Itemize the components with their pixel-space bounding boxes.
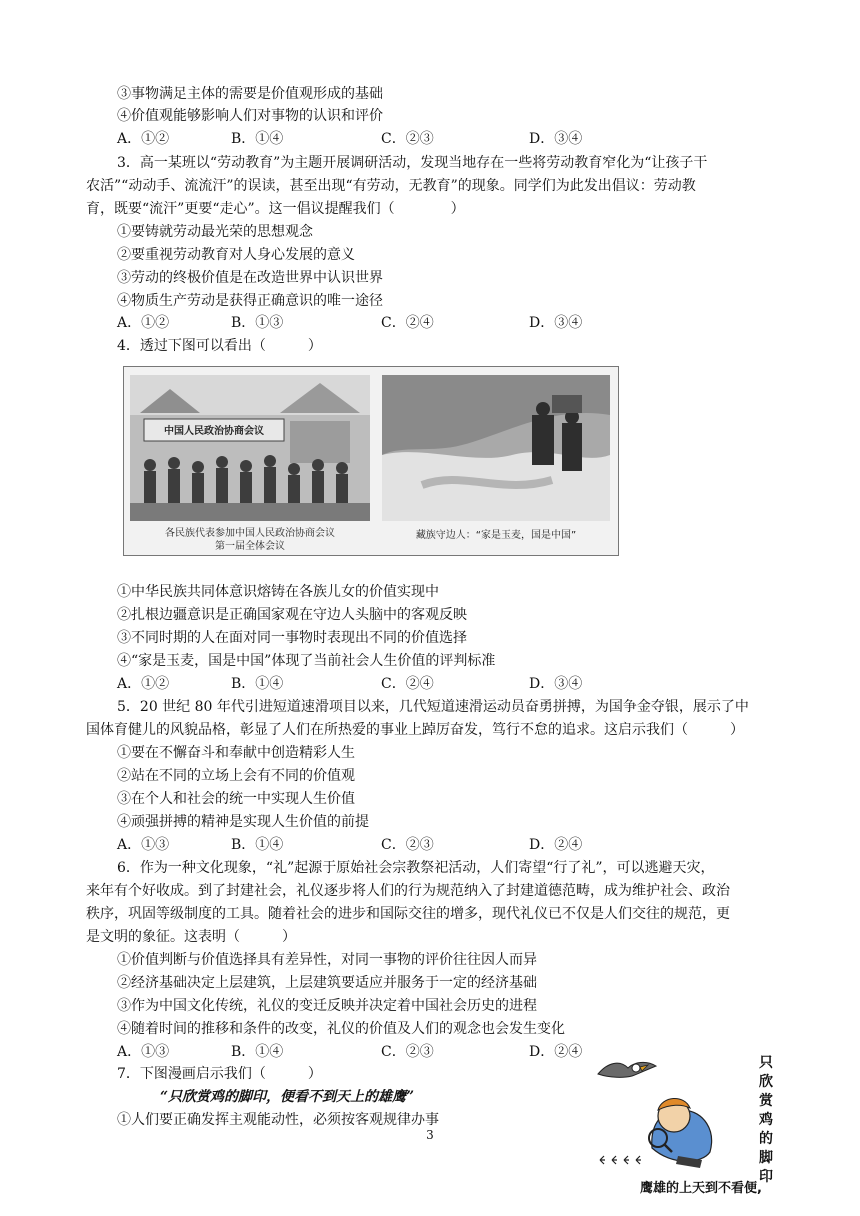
option-d: D．③④ xyxy=(529,315,583,331)
cppcc-meeting-photo xyxy=(130,375,370,521)
option-c: C．②③ xyxy=(381,837,434,853)
q5-item-3: ③在个人和社会的统一中实现人生价值 xyxy=(117,791,355,807)
q5-item-4: ④顽强拼搏的精神是实现人生价值的前提 xyxy=(117,814,369,830)
q6-stem-line-4: 是文明的象征。这表明（ ） xyxy=(86,929,296,945)
q5-options xyxy=(117,835,637,855)
footprints-icon xyxy=(600,1156,641,1164)
option-a: A．①③ xyxy=(117,837,170,853)
option-c: C．②④ xyxy=(381,315,434,331)
option-d: D．②④ xyxy=(529,1044,583,1060)
q3-stem-line-1: 3．高一某班以“劳动教育”为主题开展调研活动，发现当地存在一些将劳动教育窄化为“让孩子干 xyxy=(117,155,708,171)
q6-item-4: ④随着时间的推移和条件的改变，礼仪的价值及人们的观念也会发生变化 xyxy=(117,1021,565,1037)
q4-item-2: ②扎根边疆意识是正确国家观在守边人头脑中的客观反映 xyxy=(117,607,467,623)
q4-item-3: ③不同时期的人在面对同一事物时表现出不同的价值选择 xyxy=(117,630,467,646)
option-d: D．③④ xyxy=(529,131,583,147)
q4-item-1: ①中华民族共同体意识熔铸在各族儿女的价值实现中 xyxy=(117,584,439,600)
option-a: A．①② xyxy=(117,676,170,692)
q7-quote: “只欣赏鸡的脚印，便看不到天上的雄鹰” xyxy=(160,1089,415,1105)
eagle-icon xyxy=(598,1062,656,1077)
q2-item-3: ③事物满足主体的需要是价值观形成的基础 xyxy=(117,86,383,102)
option-a: A．①② xyxy=(117,131,170,147)
option-d: D．③④ xyxy=(529,676,583,692)
option-d: D．②④ xyxy=(529,837,583,853)
q6-stem-line-3: 秩序，巩固等级制度的工具。随着社会的进步和国际交往的增多，现代礼仪已不仅是人们交往的规范，更 xyxy=(86,906,730,922)
q3-options xyxy=(117,313,637,333)
option-a: A．①② xyxy=(117,315,170,331)
banner-text: 中国人民政治协商会议 xyxy=(164,426,264,437)
border-guard-photo xyxy=(382,375,610,521)
q6-stem-line-2: 来年有个好收成。到了封建社会，礼仪逐步将人们的行为规范纳入了封建道德范畴，成为维护社会、政治 xyxy=(86,883,730,899)
option-c: C．②③ xyxy=(381,131,434,147)
cartoon-drawing xyxy=(592,1052,752,1178)
q6-options xyxy=(117,1042,637,1062)
q6-item-1: ①价值判断与价值选择具有差异性，对同一事物的评价往往因人而异 xyxy=(117,952,537,968)
q4-item-4: ④“家是玉麦，国是中国”体现了当前社会人生价值的评判标准 xyxy=(117,653,496,669)
q4-caption-left-line-2: 第一届全体会议 xyxy=(215,541,285,552)
q4-figure xyxy=(123,366,619,556)
q3-item-2: ②要重视劳动教育对人身心发展的意义 xyxy=(117,247,355,263)
q5-item-1: ①要在不懈奋斗和奉献中创造精彩人生 xyxy=(117,745,355,761)
option-c: C．②③ xyxy=(381,1044,434,1060)
option-c: C．②④ xyxy=(381,676,434,692)
q3-stem-line-2: 农活”“动动手、流流汗”的误读，甚至出现“有劳动，无教育”的现象。同学们为此发出倡议：劳动教 xyxy=(86,178,696,194)
q3-item-4: ④物质生产劳动是获得正确意识的唯一途径 xyxy=(117,293,383,309)
q3-item-1: ①要铸就劳动最光荣的思想观念 xyxy=(117,224,313,240)
q7-item-1: ①人们要正确发挥主观能动性，必须按客观规律办事 xyxy=(117,1112,439,1128)
option-b: B．①④ xyxy=(231,837,284,853)
q4-stem: 4．透过下图可以看出（ ） xyxy=(117,338,322,354)
q2-options xyxy=(117,129,637,149)
q5-item-2: ②站在不同的立场上会有不同的价值观 xyxy=(117,768,355,784)
q6-stem-line-1: 6．作为一种文化现象，“礼”起源于原始社会宗教祭祀活动，人们寄望“行了礼”，可以逃避天灾， xyxy=(117,860,715,876)
q4-options xyxy=(117,674,637,694)
cartoon-bottom-caption: 鹰雄的上天到不看便, xyxy=(640,1181,762,1196)
q6-item-2: ②经济基础决定上层建筑，上层建筑要适应并服务于一定的经济基础 xyxy=(117,975,537,991)
q7-stem: 7．下图漫画启示我们（ ） xyxy=(117,1066,322,1082)
q7-cartoon xyxy=(592,1052,784,1200)
cartoon-vertical-caption: 只欣赏鸡的脚印 xyxy=(759,1055,773,1185)
q4-caption-left-line-1: 各民族代表参加中国人民政治协商会议 xyxy=(165,528,335,539)
page-number: 3 xyxy=(426,1128,434,1142)
q3-item-3: ③劳动的终极价值是在改造世界中认识世界 xyxy=(117,270,383,286)
q4-caption-right: 藏族守边人：“家是玉麦，国是中国” xyxy=(415,530,577,541)
q5-stem-line-2: 国体育健儿的风貌品格，彰显了人们在所热爱的事业上踔厉奋发，笃行不怠的追求。这启示我们（ ） xyxy=(86,722,744,738)
option-b: B．①④ xyxy=(231,131,284,147)
option-b: B．①④ xyxy=(231,1044,284,1060)
q5-stem-line-1: 5．20 世纪 80 年代引进短道速滑项目以来，几代短道速滑运动员奋勇拼搏，为国争金夺银，展示了中 xyxy=(117,699,749,715)
q6-item-3: ③作为中国文化传统，礼仪的变迁反映并决定着中国社会历史的进程 xyxy=(117,998,537,1014)
option-b: B．①④ xyxy=(231,676,284,692)
q2-item-4: ④价值观能够影响人们对事物的认识和评价 xyxy=(117,108,383,124)
q3-stem-line-3: 育，既要“流汗”更要“走心”。这一倡议提醒我们（ ） xyxy=(86,201,465,217)
option-a: A．①③ xyxy=(117,1044,170,1060)
option-b: B．①③ xyxy=(231,315,284,331)
